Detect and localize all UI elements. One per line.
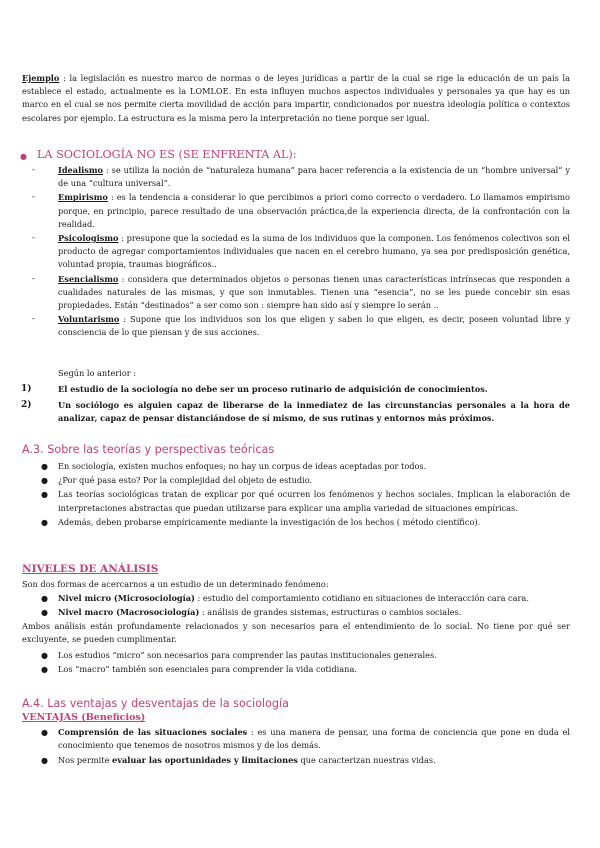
ventajas-heading-text: VENTAJAS (Beneficios) [22,712,146,723]
list-item-text: ¿Por qué pasa esto? Por la complejidad del objeto de estudio. [58,475,313,486]
term-comprension: Comprensión de las situaciones sociales [58,727,248,737]
bullet-icon: ● [41,517,48,527]
list-item-text: : estudio del comportamiento cotidiano en situaciones de interacción cara cara. [197,593,529,603]
term-text: : se utiliza la noción de “naturaleza humana” para hacer referencia a la existencia de un “hombre universal” y de una “cultura universal”. [58,165,570,189]
term-macro: Nivel macro (Macrosociología) [58,607,200,618]
bullet-icon: ● [41,490,48,500]
list-item-text: Los “macro” también son esenciales para comprender la vida cotidiana. [58,664,357,675]
a4-heading [22,697,570,711]
term-text: : es la tendencia a considerar lo que percibimos a priori como correcto o verdadero. Lo llamamos empirismo porque, en principio, parece resultado de una observación práctica,de la experiencia directa, de la confrontación con la realidad. [58,192,570,229]
bullet-icon: ● [41,608,48,618]
list-item-pre: Nos permite [58,755,110,766]
numbered-item [21,383,570,396]
term-esencialismo: Esencialismo [58,273,119,284]
dash-icon: - [32,273,35,284]
segun-intro-text: Según lo anterior : [58,368,137,378]
niveles-heading-text: NIVELES DE ANÁLISIS [22,563,159,575]
list-item-text: En sociología, existen muchos enfoques; no hay un corpus de ideas aceptadas por todos. [58,461,427,471]
niveles-paragraph-text: Ambos análisis están profundamente relacionados y son necesarios para el entendimiento de lo social. No tiene por qué ser excluyente, se pueden cumplimentar. [22,621,570,645]
ventajas-list [41,726,570,768]
list-item [41,663,570,676]
a3-heading [22,443,570,457]
list-item [32,273,570,313]
term-voluntarismo: Voluntarismo [58,314,120,325]
item-number: 1) [21,384,32,394]
list-item-text: : es una manera de pensar, una forma de conciencia que pone en duda el conocimiento que tenemos de nosotros mismos y de los demás. [58,727,570,751]
term-text: : considera que determinados objetos o personas tienen unas características intrínsecas que responden a cualidades naturales de las mismas, y que son inmutables. Tienen una “esencia”, no se les puede concebir sin esas propiedades. Están “destinados” a ser como son : siempre han sido así y siempre lo serán .. [58,273,570,311]
term-evaluar: evaluar las oportunidades y limitaciones [112,755,298,766]
niveles-heading [22,562,570,576]
list-item [41,726,570,752]
dash-icon: - [32,165,35,175]
term-text: : presupone que la sociedad es la suma de los individuos que la componen. Los fenómenos colectivos son el producto de agregar comportamientos individuales que nacen en el cerebro humano, ya sea por predisposición genética, voluntad propia, traumas biográficos.. [58,233,570,270]
bullet-icon: ● [41,756,48,766]
intro-lead: Ejemplo [22,73,60,83]
niveles-intro-text: Son dos formas de acercarnos a un estudio de un determinado fenómeno: [22,579,329,589]
niveles-intro [22,578,570,591]
no-es-heading [20,148,570,162]
list-item [41,488,570,514]
intro-paragraph [22,72,570,125]
numbered-item-text: El estudio de la sociología no debe ser un proceso rutinario de adquisición de conocimientos. [58,384,488,394]
list-item [32,164,570,190]
niveles-paragraph [22,620,570,646]
list-item [41,460,570,473]
list-item-text: que caracterizan nuestras vidas. [300,755,436,766]
term-empirismo: Empirismo [58,192,108,203]
dash-icon: - [32,233,35,244]
bullet-icon: ● [20,152,27,161]
bullet-icon: ● [41,594,48,603]
list-item [32,191,570,231]
numbered-item [21,399,570,425]
term-text: : Supone que los individuos son los que eligen y saben lo que eligen, es decir, poseen voluntad libre y consciencia de lo que piensan y de sus acciones. [58,314,570,338]
intro-text: : la legislación es nuestro marco de normas o de leyes jurídicas a partir de la cual se rige la educación de un país la establece el estado, actualmente es la LOMLOE. En esta influyen muchos aspectos individuales y personales ya que hay es un marco en el cual se nos permite cierta movilidad de acción para impartir, condicionados por nuestra ideología política o contextos escolares por ejemplo. La estructura es la misma pero la interpretación no tiene porque ser igual. [22,73,571,123]
no-es-heading-text: LA SOCIOLOGÍA NO ES (SE ENFRENTA AL): [37,148,297,161]
list-item [41,649,570,662]
list-item [41,592,570,605]
dash-icon: - [32,192,35,203]
list-item [41,754,570,767]
niveles-list [41,592,570,619]
segun-list [21,383,570,426]
bullet-icon: ● [41,462,48,471]
a3-heading-text: A.3. Sobre las teorías y perspectivas teóricas [22,443,275,456]
list-item-text: Los estudios “micro” son necesarios para comprender las pautas institucionales generales. [58,650,437,660]
list-item [32,232,570,272]
list-item [32,313,570,339]
dash-icon: - [32,314,35,325]
list-item-text: : análisis de grandes sistemas, estructuras o cambios sociales. [201,607,462,618]
bullet-icon: ● [41,665,48,675]
term-micro: Nivel micro (Microsociología) [58,593,195,603]
list-item [41,606,570,619]
list-item-text: Las teorías sociológicas tratan de explicar por qué ocurren los fenómenos y hechos sociales. Implican la elaboración de interpretaciones abstractas que puedan utilizarse para explicar una amplia variedad de situaciones empíricas. [58,489,570,513]
segun-intro [58,367,570,380]
bullet-icon: ● [41,728,48,737]
no-es-list [32,164,570,340]
niveles-list-2 [41,649,570,676]
a3-list [41,460,570,529]
list-item [41,474,570,487]
a4-heading-text: A.4. Las ventajas y desventajas de la sociología [22,697,289,710]
list-item [41,516,570,529]
numbered-item-text: Un sociólogo es alguien capaz de liberarse de la inmediatez de las circunstancias personales a la hora de analizar, capaz de pensar distanciándose de sí mismo, de sus rutinas y entornos más próximos. [58,400,570,424]
bullet-icon: ● [41,651,48,660]
term-idealismo: Idealismo [58,165,104,175]
list-item-text: Además, deben probarse empíricamente mediante la investigación de los hechos ( método científico). [58,516,481,527]
item-number: 2) [21,400,32,411]
ventajas-heading [22,711,570,725]
bullet-icon: ● [41,476,48,486]
term-psicologismo: Psicologismo [58,233,119,244]
